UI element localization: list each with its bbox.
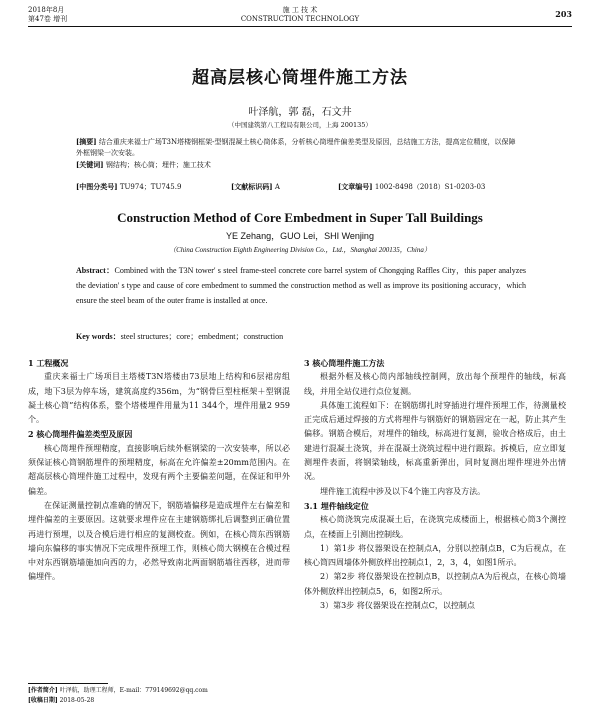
issue-volume: 第47卷 增刊 [28, 15, 68, 23]
paragraph: 核心筒浇筑完成混凝土后，在浇筑完成楼面上，根据核心筒3个测控点，在楼面上引测出控制线。 [304, 515, 566, 539]
keywords-cn-text: 钢结构；核心筒；埋件；施工技术 [105, 161, 211, 169]
keywords-cn-label: [关键词] [76, 160, 104, 169]
abstract-cn-body [76, 136, 516, 159]
authors-cn: 叶泽航，郭 磊，石文井 [248, 107, 352, 118]
abstract-en-label: Abstract： [76, 266, 115, 275]
paragraph: 具体施工流程如下：在钢筋绑扎时穿插进行埋件预埋工作，待测量校正完成后通过焊接的方式将埋件与钢筋好的钢筋固定在一起，防止其产生偏移。钢筋合模后，对埋件的轴线，标高进行复测，验收合格成后，由土建进行混凝土浇筑，并在混凝土浇筑过程中进行跟踪。拆模后，应立即复测埋件表面，将钢梁轴线，标高重新弹出，同时复测出埋件埋进外出情况。 [304, 400, 566, 482]
journal-name [28, 6, 572, 24]
abstract-cn-label: [摘要] [76, 137, 97, 146]
paper-title-en: Construction Method of Core Embedment in Super Tall Buildings [117, 210, 483, 225]
header-rule [28, 26, 572, 27]
paragraph: 埋件施工流程中涉及以下4个施工内容及方法。 [320, 486, 486, 496]
abstract-en [76, 263, 526, 308]
footnote-date: [收稿日期] 2018-05-28 [28, 697, 95, 704]
article-number: [文章编号] 1002-8498（2018）S1-0203-03 [338, 182, 486, 191]
footnote-rule [28, 683, 108, 684]
keywords-en-text: steel structures；core；embedment；construction [120, 332, 284, 341]
paragraph: 重庆来福士广场项目主塔楼T3N塔楼由73层地上结构和6层裙房组成，地下3层为停车场，建筑高度约356m，为“钢骨巨型柱框架＋型钢混凝土核心筒”结构体系，整个塔楼埋件用量为11 344个，埋件用量2 959个。 [28, 372, 290, 425]
abstract-en-text: Combined with the T3N tower' s steel frame-steel concrete core barrel system of Chongqing Raffles City，this paper analyzes the deviation' s type and cause of core embedment to summed the construction method as well as improve its positioning accuracy，which ensure the steel beam of the outer frame is installed at once. [76, 266, 526, 305]
affiliation-en: （China Construction Eighth Engineering Division Co.，Ltd.，Shanghai 200135，China） [169, 246, 431, 254]
keywords-en-label: Key words： [76, 332, 121, 341]
paragraph: 根据外框及核心筒内部轴线控制网，放出每个预埋件的轴线，标高线，并用全站仪进行点位复测。 [304, 372, 566, 396]
body-column-left [28, 356, 290, 585]
issue-date: 2018年8月 [28, 6, 65, 14]
document-code: [文献标识码] A [231, 182, 280, 191]
section-heading: 1 工程概况 [28, 358, 69, 368]
paragraph: 1）第1步 将仪器架设在控制点A，分别以控制点B，C为后视点，在核心筒四周墙体外侧放样出控制点1，2，3，4，如图1所示。 [304, 543, 566, 568]
keywords-en [76, 331, 526, 342]
affiliation-cn: （中国建筑第八工程局有限公司，上海 200135） [228, 121, 372, 129]
paper-title-cn: 超高层核心筒埋件施工方法 [192, 68, 408, 88]
paragraph: 核心筒埋件预埋精度，直接影响后续外框钢梁的一次安装率，所以必须保证核心筒钢筋埋件的预埋精度，标高在允许偏差±20mm范围内。在超高层核心筒埋件施工过程中，发现有两个主要偏差问题，在保证和甲外偏差。 [28, 443, 290, 496]
running-header [28, 6, 572, 28]
keywords-cn [76, 159, 516, 171]
abstract-cn-text: 结合重庆来福士广场T3N塔楼钢框架-型钢混凝土核心筒体系，分析核心筒埋件偏差类型及原因，总结施工方法，提高定位精度，以保障外框钢梁一次安装。 [76, 138, 516, 157]
section-heading: 2 核心筒埋件偏差类型及原因 [28, 429, 133, 440]
journal-name-en: CONSTRUCTION TECHNOLOGY [240, 15, 360, 23]
page-number: 203 [555, 9, 572, 19]
section-heading: 3 核心筒埋件施工方法 [304, 358, 385, 368]
paragraph: 2）第2步 将仪器架设在控制点B，以控制点A为后视点，在核心筒墙体外侧放样出控制点5，6，如图2所示。 [304, 572, 566, 596]
classification-row [76, 182, 526, 192]
subsection-heading: 3.1 埋件轴线定位 [304, 500, 369, 511]
authors-en: YE Zehang，GUO Lei，SHI Wenjing [226, 231, 374, 241]
paragraph: 在保证测量控制点准确的情况下，钢筋墙偏移是造成埋件左右偏差和埋件偏差的主要原因。这就要求埋件应在主建钢筋绑扎后调整到正确位置再进行预埋，以及合模后进行相应的复测校查。例如，在核心筒东西钢筋墙向东偏移的事实情况下完成埋件预埋工作，则核心筒大钢模在合模过程中对东西钢筋墙施加向西的力，必然导致南北两面钢筋墙往西移，进而带偏埋件。 [28, 500, 290, 582]
clc-number: [中图分类号] TU974；TU745.9 [76, 182, 182, 191]
footnote-author: [作者简介] 叶泽航，助理工程师，E-mail：779149692@qq.com [28, 687, 208, 694]
journal-name-cn: 施 工 技 术 [282, 6, 318, 14]
body-column-right [304, 356, 566, 613]
abstract-cn [76, 136, 516, 171]
paragraph: 3）第3步 将仪器架设在控制点C，以控制点 [320, 601, 475, 611]
